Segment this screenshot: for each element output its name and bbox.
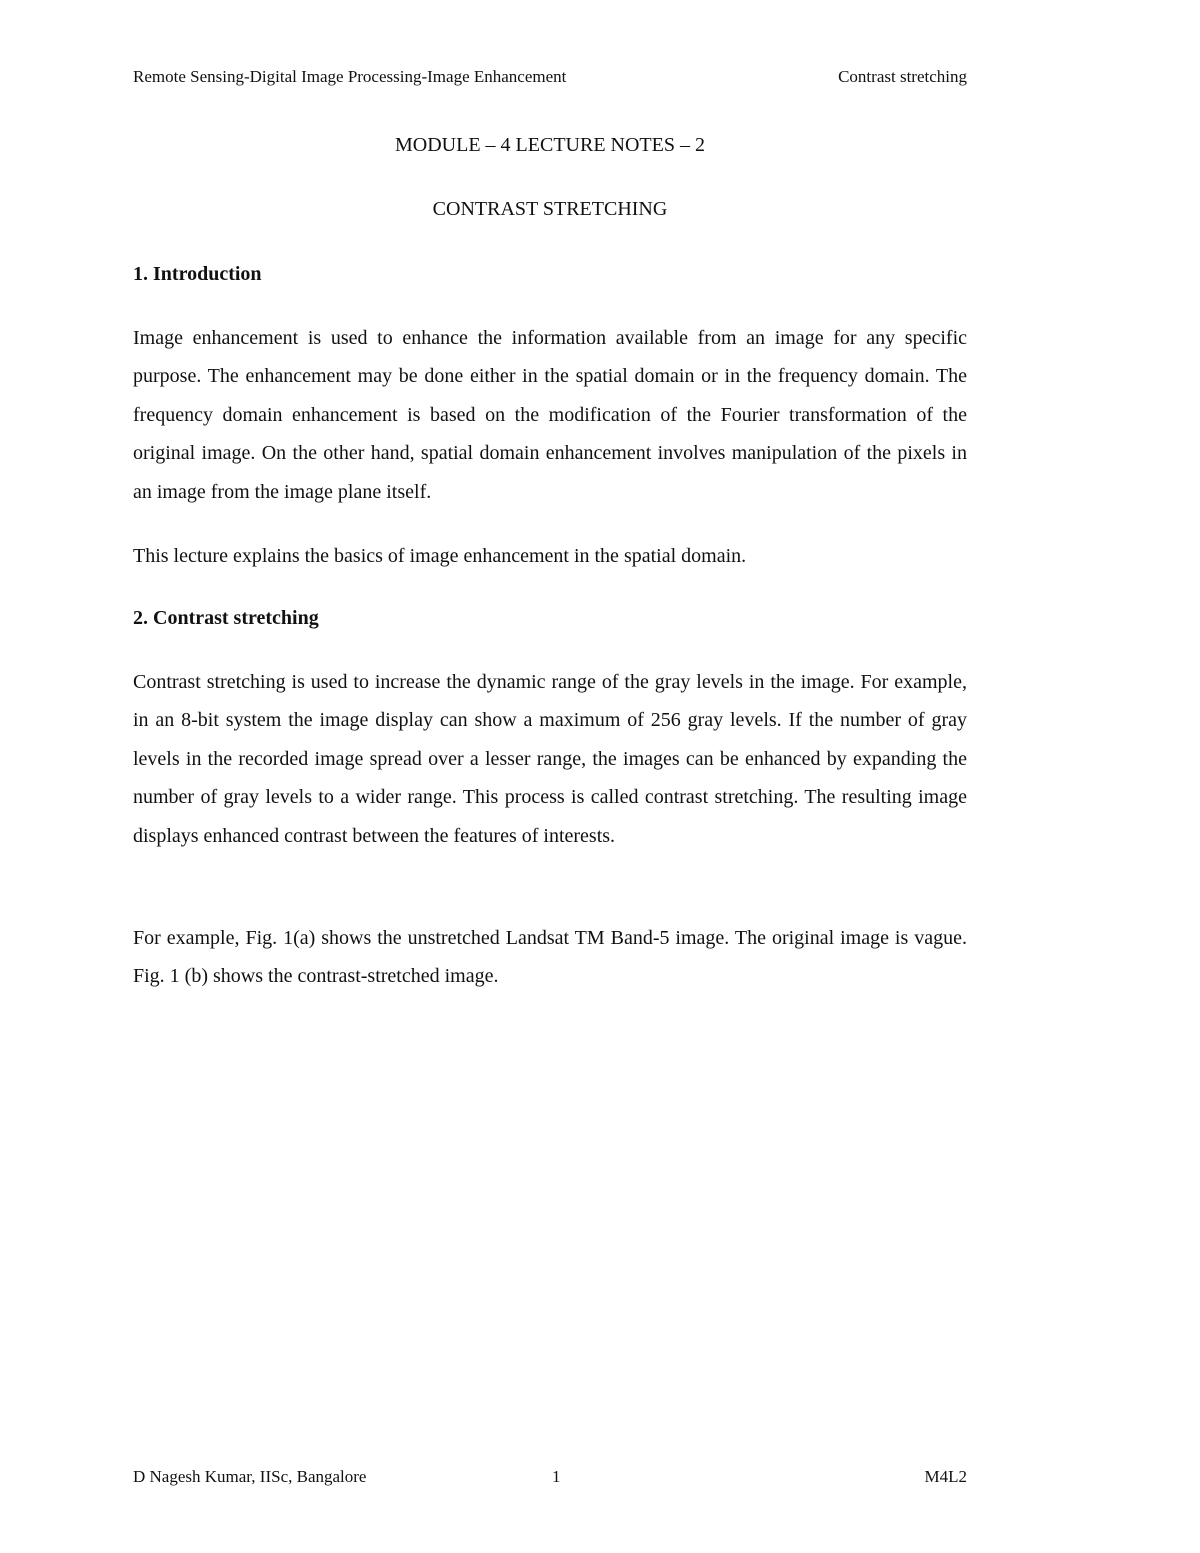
footer-author: D Nagesh Kumar, IISc, Bangalore [133,1467,367,1486]
header-course-title: Remote Sensing-Digital Image Processing-Image Enhancement [133,67,567,86]
paragraph: Contrast stretching is used to increase the dynamic range of the gray levels in the image. For example, in an 8-bit system the image display can show a maximum of 256 gray levels. If the number of gray levels in the recorded image spread over a lesser range, the images can be enhanced by expanding the number of gray levels to a wider range. This process is called contrast stretching. The resulting image displays enhanced contrast between the features of interests. [133,671,967,847]
section-heading-contrast-stretching: 2. Contrast stretching [133,607,319,629]
lecture-title: CONTRAST STRETCHING [432,198,668,220]
paragraph: This lecture explains the basics of image enhancement in the spatial domain. [133,545,747,567]
page-number: 1 [552,1467,561,1486]
module-title: MODULE – 4 LECTURE NOTES – 2 [395,134,705,156]
paragraph: Image enhancement is used to enhance the information available from an image for any specific purpose. The enhancement may be done either in the spatial domain or in the frequency domain. The frequency domain enhancement is based on the modification of the Fourier transformation of the original image. On the other hand, spatial domain enhancement involves manipulation of the pixels in an image from the image plane itself. [133,327,967,503]
section-heading-introduction: 1. Introduction [133,263,262,285]
paragraph: For example, Fig. 1(a) shows the unstretched Landsat TM Band-5 image. The original image is vague. Fig. 1 (b) shows the contrast-stretched image. [133,927,967,988]
footer-lecture-code: M4L2 [924,1467,967,1486]
page-header [133,66,967,90]
header-topic: Contrast stretching [838,67,967,86]
page-footer [133,1466,967,1490]
